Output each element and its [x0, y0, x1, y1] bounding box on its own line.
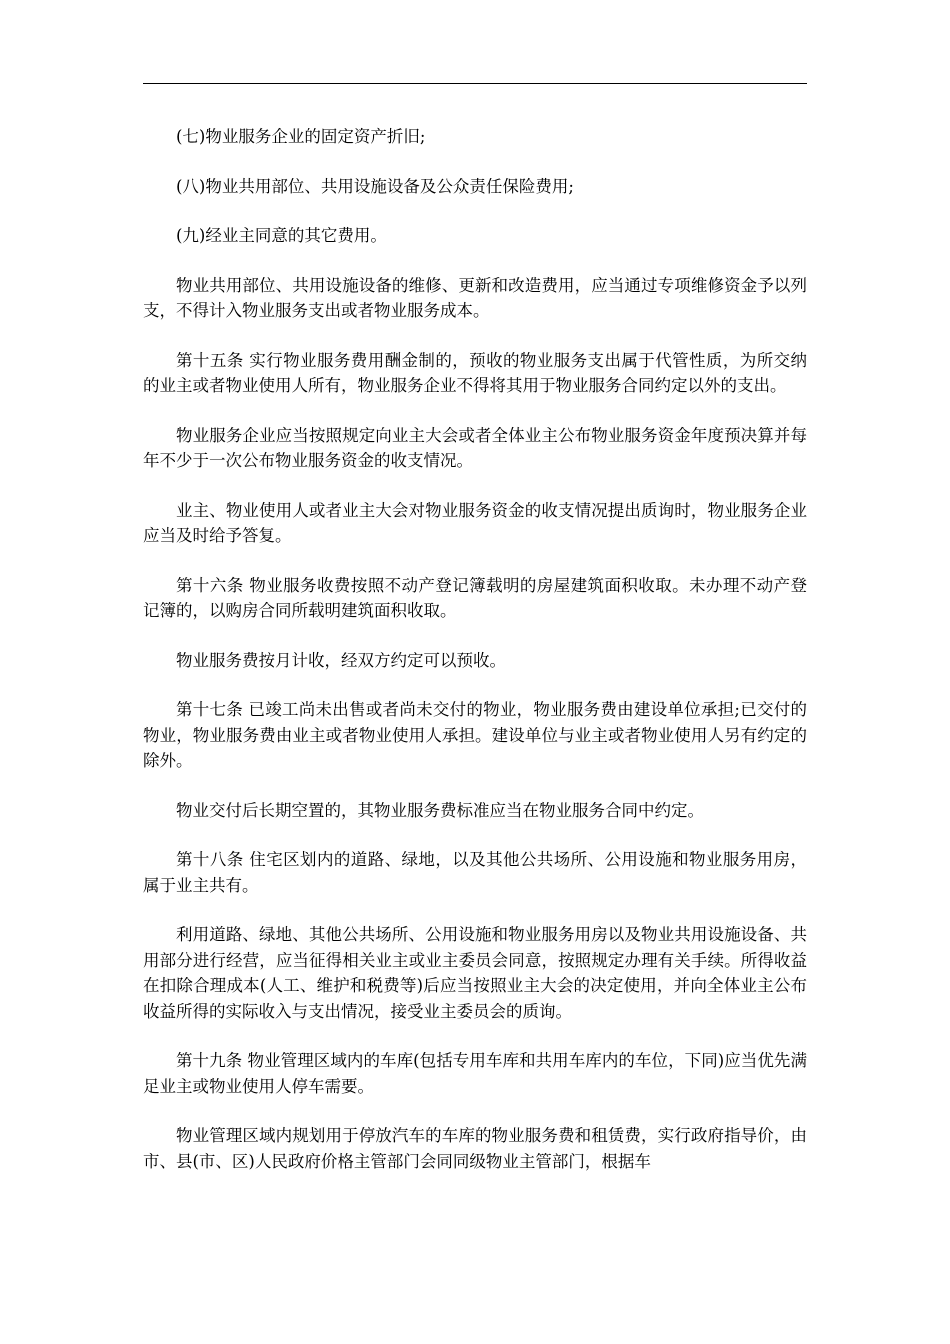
paragraph: 利用道路、绿地、其他公共场所、公用设施和物业服务用房以及物业共用设施设备、共用部分进行经营，应当征得相关业主或业主委员会同意，按照规定办理有关手续。所得收益在扣除合理成本(人工、维护和税费等)后应当按照业主大会的决定使用，并向全体业主公布收益所得的实际收入与支出情况，接受业主委员会的质询。 — [143, 925, 807, 1021]
article-15: 第十五条 实行物业服务费用酬金制的，预收的物业服务支出属于代管性质，为所交纳的业主或者物业使用人所有，物业服务企业不得将其用于物业服务合同约定以外的支出。 — [143, 350, 807, 395]
paragraph: 物业交付后长期空置的，其物业服务费标准应当在物业服务合同中约定。 — [176, 800, 704, 820]
article-16: 第十六条 物业服务收费按照不动产登记簿载明的房屋建筑面积收取。未办理不动产登记簿的，以购房合同所载明建筑面积收取。 — [143, 575, 807, 620]
paragraph: 物业服务企业应当按照规定向业主大会或者全体业主公布物业服务资金年度预决算并每年不少于一次公布物业服务资金的收支情况。 — [143, 425, 807, 470]
article-18: 第十八条 住宅区划内的道路、绿地，以及其他公共场所、公用设施和物业服务用房，属于业主共有。 — [143, 850, 807, 895]
paragraph: 物业管理区域内规划用于停放汽车的车库的物业服务费和租赁费，实行政府指导价，由市、县(市、区)人民政府价格主管部门会同同级物业主管部门，根据车 — [143, 1126, 807, 1171]
paragraph: 物业服务费按月计收，经双方约定可以预收。 — [176, 650, 506, 670]
paragraph: (九)经业主同意的其它费用。 — [176, 226, 387, 245]
paragraph: (八)物业共用部位、共用设施设备及公众责任保险费用; — [176, 176, 574, 196]
header-rule — [143, 83, 807, 84]
document-body — [143, 124, 807, 1198]
paragraph: 业主、物业使用人或者业主大会对物业服务资金的收支情况提出质询时，物业服务企业应当及时给予答复。 — [143, 500, 807, 545]
paragraph: (七)物业服务企业的固定资产折旧; — [176, 127, 426, 146]
article-19: 第十九条 物业管理区域内的车库(包括专用车库和共用车库内的车位，下同)应当优先满足业主或物业使用人停车需要。 — [143, 1051, 807, 1096]
article-17: 第十七条 已竣工尚未出售或者尚未交付的物业，物业服务费由建设单位承担;已交付的物业，物业服务费由业主或者物业使用人承担。建设单位与业主或者物业使用人另有约定的除外。 — [143, 700, 807, 770]
paragraph: 物业共用部位、共用设施设备的维修、更新和改造费用，应当通过专项维修资金予以列支，不得计入物业服务支出或者物业服务成本。 — [143, 275, 807, 320]
